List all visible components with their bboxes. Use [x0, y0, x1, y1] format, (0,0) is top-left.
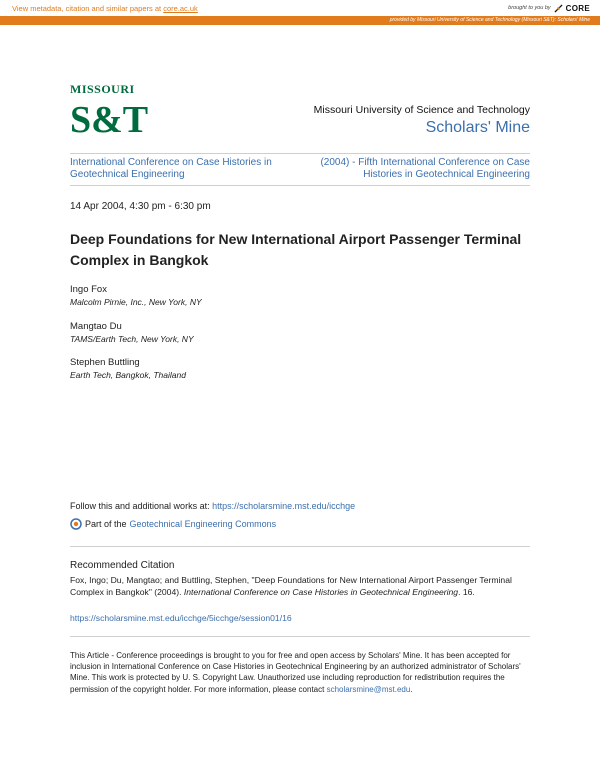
core-metadata-prefix: View metadata, citation and similar papers at: [12, 3, 162, 13]
divider: [70, 546, 530, 547]
core-brand-name: CORE: [565, 3, 590, 13]
notice-end: .: [410, 684, 413, 694]
author-affiliation: TAMS/Earth Tech, New York, NY: [70, 334, 194, 344]
citation-heading: Recommended Citation: [70, 560, 175, 571]
author-name: Mangtao Du: [70, 321, 122, 332]
access-notice: [70, 650, 532, 695]
divider: [70, 153, 530, 154]
logo-top-word: MISSOURI: [70, 82, 135, 96]
core-metadata-text: [12, 4, 198, 13]
citation-journal: International Conference on Case Histories in Geotechnical Engineering: [183, 587, 459, 597]
core-provided-bar: provided by Missouri University of Science and Technology (Missouri S&T): Scholars' Mine: [0, 16, 600, 25]
event-date: 14 Apr 2004, 4:30 pm - 6:30 pm: [70, 201, 211, 212]
follow-link[interactable]: https://scholarsmine.mst.edu/icchge: [212, 501, 356, 511]
st-logo-icon: [70, 98, 149, 141]
follow-prefix: Follow this and additional works at:: [70, 501, 210, 511]
paper-title: Deep Foundations for New International Airport Passenger Terminal Complex in Bangkok: [70, 231, 522, 268]
core-banner: [0, 0, 600, 16]
breadcrumb-series[interactable]: International Conference on Case Histories in Geotechnical Engineering: [70, 157, 272, 180]
core-brand[interactable]: [508, 4, 590, 13]
contact-email-link[interactable]: scholarsmine@mst.edu: [326, 684, 411, 694]
author-affiliation: Earth Tech, Bangkok, Thailand: [70, 370, 186, 380]
citation-number: . 16.: [458, 587, 475, 597]
author-name: Stephen Buttling: [70, 357, 140, 368]
network-icon: [70, 518, 82, 530]
citation-text: [70, 574, 532, 598]
core-brought-by: brought to you by: [508, 5, 551, 11]
citation-url[interactable]: https://scholarsmine.mst.edu/icchge/5icchge/session01/16: [70, 613, 292, 623]
core-logo-icon: [554, 4, 563, 13]
author-name: Ingo Fox: [70, 284, 107, 295]
core-link[interactable]: core.ac.uk: [163, 3, 198, 13]
notice-text: This Article - Conference proceedings is brought to you for free and open access by Scholars' Mine. It has been accepted for inclusion in International Conference on Case Histories in Geotechnical Engineering by an authorized administrator of Scholars' Mine. This work is protected by U. S. Copyright Law. Unauthorized use including reproduction for redistribution requires the permission of the copyright holder. For more information, please contact: [70, 651, 521, 694]
breadcrumb-conference[interactable]: (2004) - Fifth International Conference on Case Histories in Geotechnical Engineering: [320, 157, 530, 180]
commons-link[interactable]: Geotechnical Engineering Commons: [129, 519, 277, 529]
part-of-prefix: Part of the: [85, 519, 127, 529]
missouri-st-logo: [70, 82, 149, 141]
divider: [70, 636, 530, 637]
institution-name: Missouri University of Science and Technology: [313, 104, 530, 116]
part-of-line: [70, 518, 276, 530]
repository-name[interactable]: Scholars' Mine: [425, 119, 530, 136]
divider: [70, 185, 530, 186]
citation-body: Fox, Ingo; Du, Mangtao; and Buttling, Stephen, "Deep Foundations for New International Airport Passenger Terminal Complex in Bangkok" (2004).: [70, 575, 512, 597]
author-affiliation: Malcolm Pirnie, Inc., New York, NY: [70, 297, 202, 307]
logo-letters: S&T: [70, 99, 149, 141]
follow-line: [70, 501, 355, 511]
